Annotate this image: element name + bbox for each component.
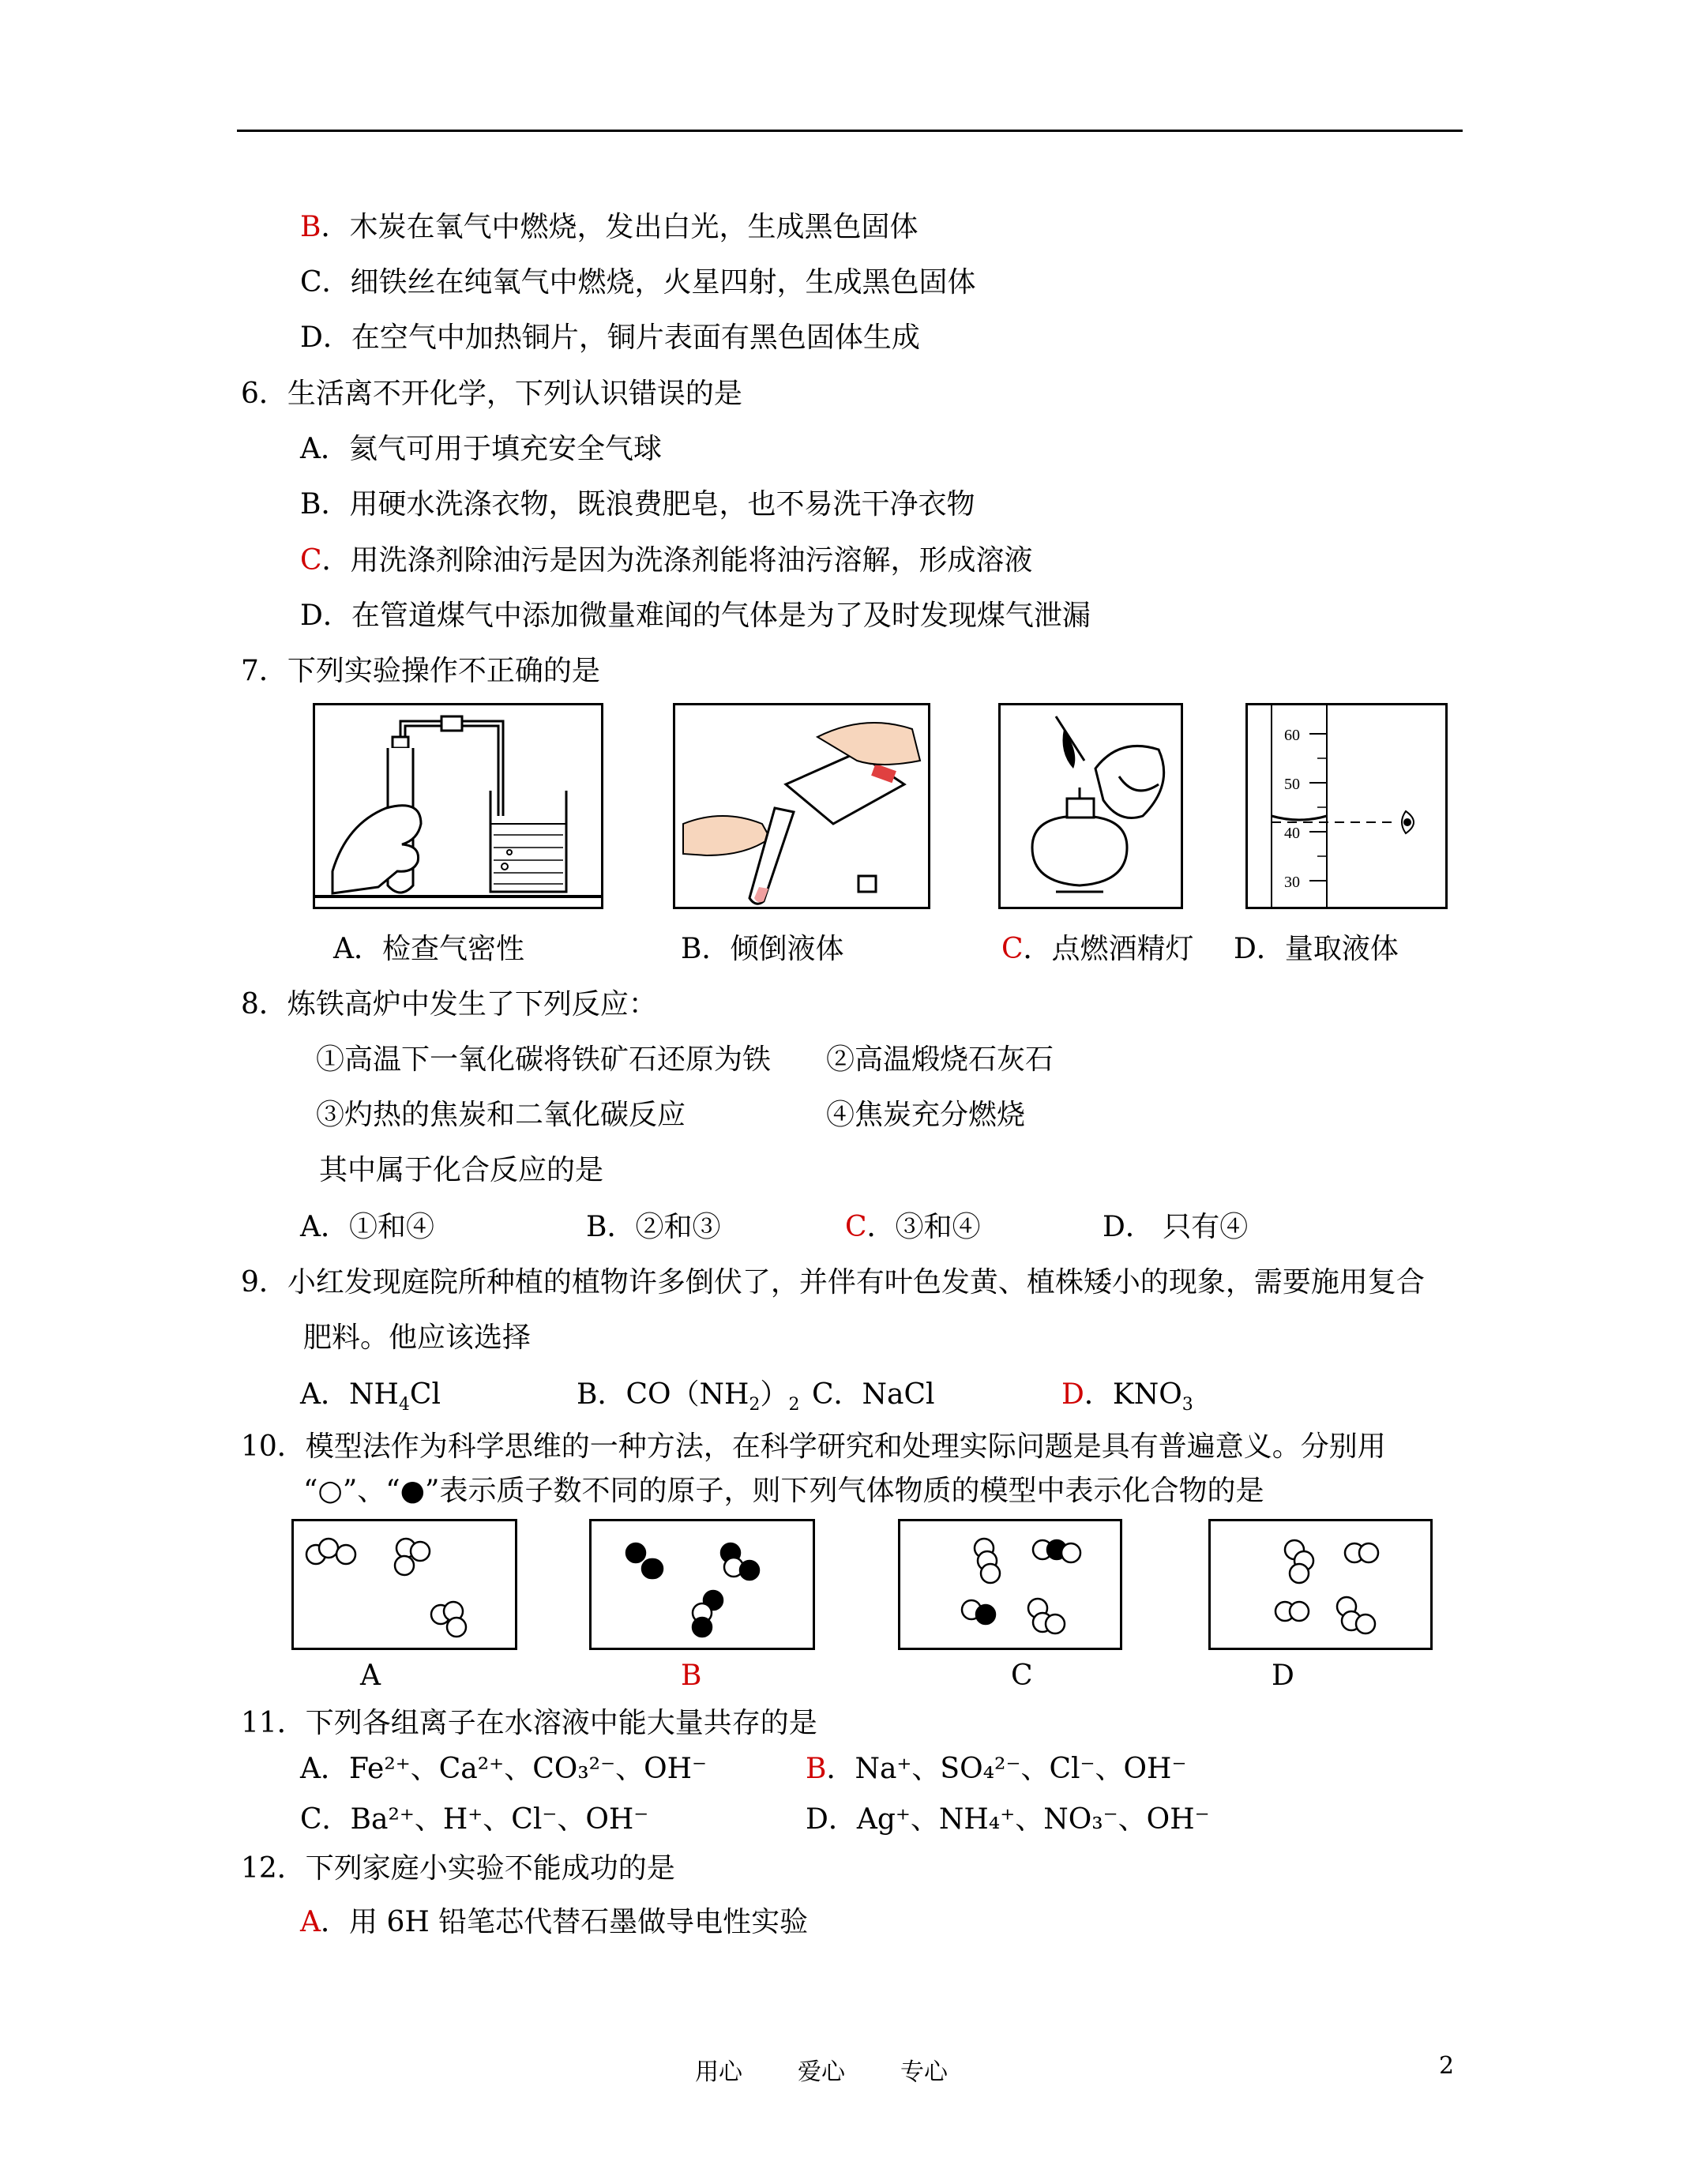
q9-option-a [300,1378,441,1415]
q9-option-a-sub: 4 [398,1395,410,1415]
q9-option-c: C．NaCl [812,1378,935,1411]
q10-stem-line2: “○”、“●”表示质子数不同的原子，则下列气体物质的模型中表示化合物的是 [303,1475,1264,1507]
q6-option-c [300,545,1033,577]
cyl-tick-50: 50 [1284,776,1300,793]
q10-label-c: C [1011,1660,1033,1692]
q10-stem-line1: 10．模型法作为科学思维的一种方法，在科学研究和处理实际问题是具有普遍意义。分别用 [241,1430,1386,1463]
q12-option-a [300,1907,808,1938]
cyl-tick-40: 40 [1284,825,1300,842]
q5-option-b-letter: B [300,211,321,243]
q6-option-a: A．氦气可用于填充安全气球 [300,433,662,465]
alcohol-lamp-icon [1001,705,1181,907]
cyl-tick-30: 30 [1284,874,1300,891]
q7-caption-a: A．检查气密性 [333,933,524,965]
q5-option-b-text: ．木炭在氧气中燃烧，发出白光，生成黑色固体 [321,211,918,243]
q5-option-b [300,212,918,243]
cyl-tick-60: 60 [1284,727,1300,744]
page-number: 2 [1439,2052,1455,2080]
q9-option-d-letter: D [1061,1378,1084,1411]
airtightness-apparatus-icon [315,705,601,907]
q7-caption-c-letter: C [1001,933,1024,965]
q10-label-a: A [360,1660,381,1692]
q7-figure-d-measuring [1245,703,1448,909]
q7-caption-c-text: ．点燃酒精灯 [1023,933,1194,965]
pouring-liquid-icon [675,705,928,907]
q10-model-d [1208,1519,1433,1650]
q8-option-c [845,1212,981,1243]
q8-reaction-3: ③灼热的焦炭和二氧化碳反应 [316,1099,686,1131]
q10-model-b [589,1519,815,1650]
q10-label-d: D [1272,1660,1294,1692]
q9-option-b-sub2: 2 [788,1395,800,1415]
q9-option-b-sub1: 2 [749,1395,761,1415]
q9-option-d-sub: 3 [1181,1395,1193,1415]
q9-option-b-mid: ） [760,1378,789,1411]
q11-stem: 11．下列各组离子在水溶液中能大量共存的是 [241,1707,817,1739]
q9-option-d [1061,1378,1193,1415]
q8-option-b: B．②和③ [586,1211,721,1243]
q11-option-b [806,1754,1186,1785]
q11-option-b-text: ．Na⁺、SO₄²⁻、Cl⁻、OH⁻ [826,1753,1187,1785]
q10-model-c [898,1519,1122,1650]
molecule-model-a-icon [294,1521,515,1648]
q11-option-a: A．Fe²⁺、Ca²⁺、CO₃²⁻、OH⁻ [300,1753,708,1785]
q6-stem: 6．生活离不开化学，下列认识错误的是 [241,378,742,410]
q9-option-a-post: Cl [409,1378,441,1411]
molecule-model-d-icon [1211,1521,1430,1648]
q7-figure-b-pouring [673,703,930,909]
footer-text-3: 专心 [900,2058,948,2086]
q7-caption-c [1001,934,1194,965]
q6-option-d: D．在管道煤气中添加微量难闻的气体是为了及时发现煤气泄漏 [300,600,1091,632]
header-rule [237,130,1463,132]
q6-option-c-text: ．用洗涤剂除油污是因为洗涤剂能将油污溶解，形成溶液 [321,544,1033,577]
q8-option-c-letter: C [845,1211,867,1243]
q9-option-a-pre: A．NH [300,1378,399,1411]
q9-option-d-pre: ．KNO [1084,1378,1182,1411]
q8-stem: 8．炼铁高炉中发生了下列反应： [241,988,657,1021]
q12-option-a-text: ．用 6H 铅笔芯代替石墨做导电性实验 [321,1906,809,1938]
q8-option-d: D． 只有④ [1103,1211,1249,1243]
q7-figure-a-airtightness [313,703,603,909]
graduated-cylinder-icon [1248,705,1445,907]
q6-option-c-letter: C [300,544,322,577]
q5-option-d: D．在空气中加热铜片，铜片表面有黑色固体生成 [300,321,920,354]
q7-caption-b: B．倾倒液体 [681,933,844,965]
q11-option-c: C．Ba²⁺、H⁺、Cl⁻、OH⁻ [300,1803,649,1836]
molecule-model-c-icon [900,1521,1120,1648]
q11-option-b-letter: B [806,1753,827,1785]
q11-option-d: D．Ag⁺、NH₄⁺、NO₃⁻、OH⁻ [806,1803,1210,1836]
q9-stem-line1: 9．小红发现庭院所种植的植物许多倒伏了，并伴有叶色发黄、植株矮小的现象，需要施用复合 [241,1266,1425,1299]
q9-stem-line2: 肥料。他应该选择 [303,1321,532,1354]
q7-caption-d: D．量取液体 [1234,933,1399,965]
q7-figure-c-alcohol-lamp [998,703,1183,909]
q10-model-a [291,1519,517,1650]
q9-option-b-pre: B．CO（NH [577,1378,749,1411]
q12-stem: 12．下列家庭小实验不能成功的是 [241,1852,675,1885]
q8-option-a: A．①和④ [300,1211,434,1243]
molecule-model-b-icon [592,1521,813,1648]
q5-option-c: C．细铁丝在纯氧气中燃烧，火星四射，生成黑色固体 [300,266,976,299]
q8-option-c-text: ．③和④ [866,1211,981,1243]
q7-stem: 7．下列实验操作不正确的是 [241,655,600,687]
q8-reaction-2: ②高温煅烧石灰石 [826,1043,1054,1076]
q10-label-b: B [681,1660,702,1692]
footer-text-2: 爱心 [798,2058,845,2086]
q8-reaction-4: ④焦炭充分燃烧 [826,1099,1026,1131]
q9-option-b [577,1378,800,1415]
footer-text-1: 用心 [695,2058,742,2086]
q8-question: 其中属于化合反应的是 [319,1154,604,1186]
q12-option-a-letter: A [300,1906,321,1938]
q8-reaction-1: ①高温下一氧化碳将铁矿石还原为铁 [316,1043,772,1076]
q6-option-b: B．用硬水洗涤衣物，既浪费肥皂，也不易洗干净衣物 [300,488,975,521]
